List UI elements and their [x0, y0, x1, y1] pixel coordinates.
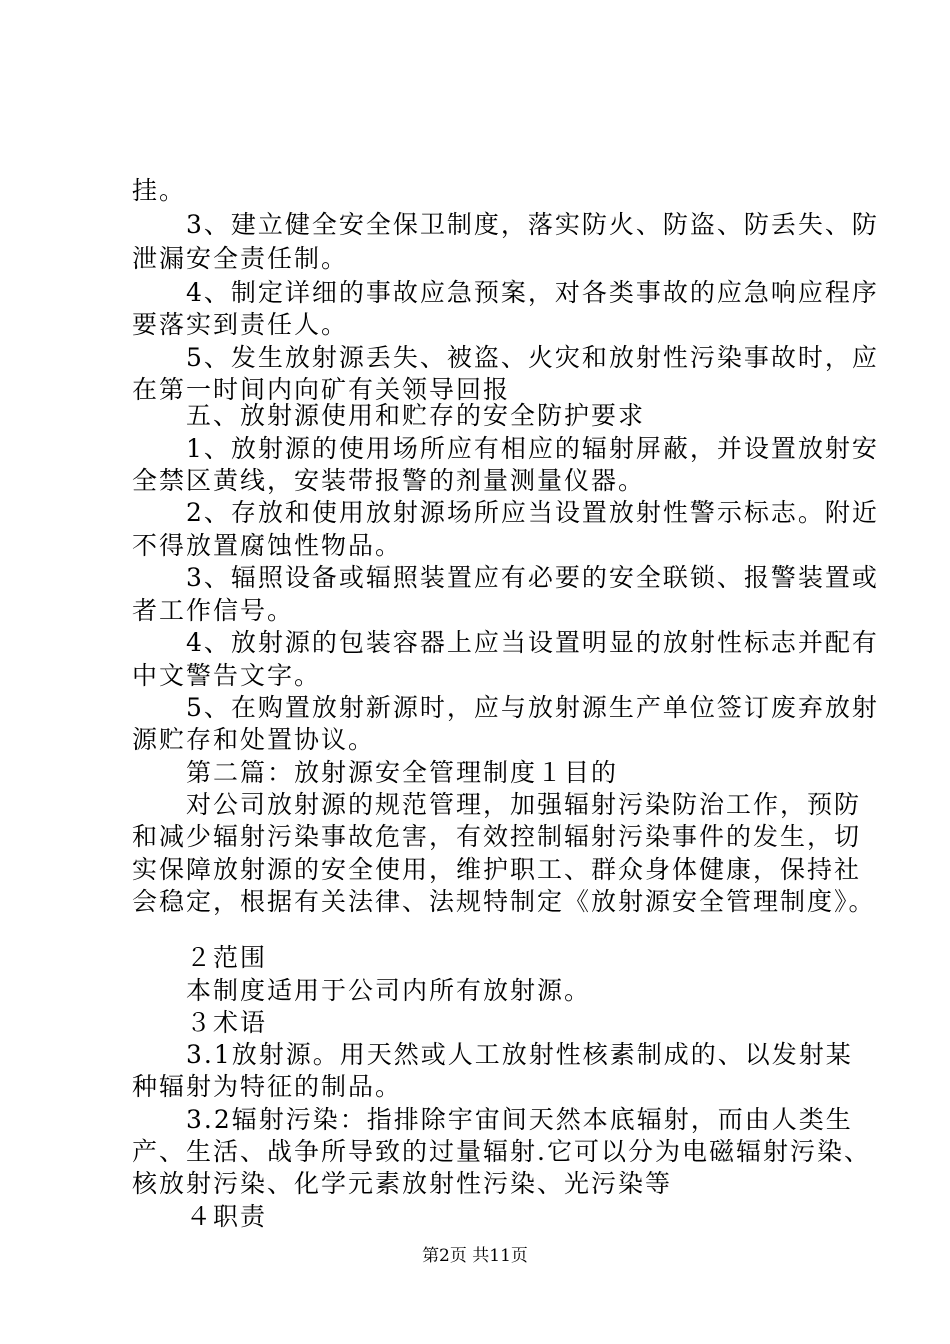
body-line: 4、制定详细的事故应急预案，对各类事故的应急响应程序 — [132, 278, 879, 307]
body-line: 3.1放射源。用天然或人工放射性核素制成的、以发射某 — [132, 1040, 853, 1069]
body-line: 种辐射为特征的制品。 — [132, 1072, 403, 1101]
body-line: 中文警告文字。 — [132, 661, 322, 690]
body-line: 挂。 — [132, 176, 187, 205]
body-line: 2、存放和使用放射源场所应当设置放射性警示标志。附近 — [132, 498, 879, 527]
body-line: 5、发生放射源丢失、被盗、火灾和放射性污染事故时，应 — [132, 343, 879, 372]
body-line: 会稳定，根据有关法律、法规特制定《放射源安全管理制度》。 — [132, 887, 876, 916]
body-line: 对公司放射源的规范管理，加强辐射污染防治工作，预防 — [132, 790, 862, 819]
body-line: 3.2辐射污染：指排除宇宙间天然本底辐射，而由人类生 — [132, 1105, 853, 1134]
body-line: 3、建立健全安全保卫制度，落实防火、防盗、防丢失、防 — [132, 210, 879, 239]
body-line: 泄漏安全责任制。 — [132, 244, 349, 273]
section-heading: ２范围 — [132, 943, 268, 972]
body-line: 全禁区黄线，安装带报警的剂量测量仪器。 — [132, 466, 646, 495]
section-heading: ３术语 — [132, 1008, 268, 1037]
body-line: 要落实到责任人。 — [132, 310, 349, 339]
page-footer: 第2页 共11页 — [422, 1246, 528, 1266]
body-line: 4、放射源的包装容器上应当设置明显的放射性标志并配有 — [132, 628, 879, 657]
section-heading: 五、放射源使用和贮存的安全防护要求 — [132, 401, 646, 430]
body-line: 核放射污染、化学元素放射性污染、光污染等 — [132, 1169, 673, 1198]
body-line: 不得放置腐蚀性物品。 — [132, 531, 403, 560]
body-line: 和减少辐射污染事故危害，有效控制辐射污染事件的发生，切 — [132, 822, 862, 851]
body-line: 1、放射源的使用场所应有相应的辐射屏蔽，并设置放射安 — [132, 434, 879, 463]
section-heading: ４职责 — [132, 1202, 268, 1231]
body-line: 实保障放射源的安全使用，维护职工、群众身体健康，保持社 — [132, 855, 862, 884]
part-heading: 第二篇：放射源安全管理制度１目的 — [132, 758, 619, 787]
body-line: 3、辐照设备或辐照装置应有必要的安全联锁、报警装置或 — [132, 563, 879, 592]
body-line: 者工作信号。 — [132, 596, 295, 625]
body-line: 本制度适用于公司内所有放射源。 — [132, 976, 592, 1005]
body-line: 产、生活、战争所导致的过量辐射.它可以分为电磁辐射污染、 — [132, 1137, 871, 1166]
body-line: 源贮存和处置协议。 — [132, 725, 376, 754]
body-line: 在第一时间内向矿有关领导回报 — [132, 375, 511, 404]
body-line: 5、在购置放射新源时，应与放射源生产单位签订废弃放射 — [132, 693, 879, 722]
